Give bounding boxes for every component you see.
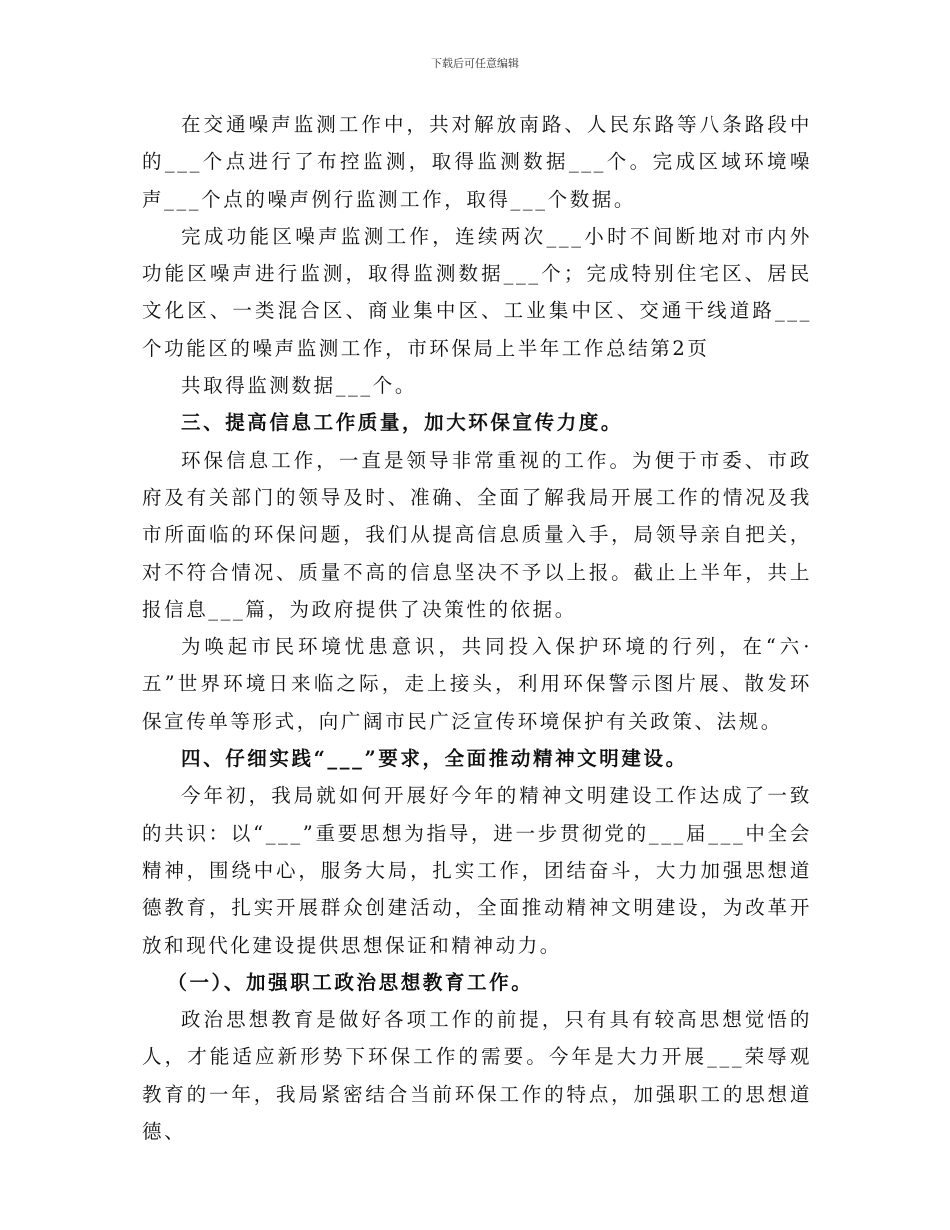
paragraph-civilization: 今年初，我局就如何开展好今年的精神文明建设工作达成了一致的共识：以“___”重要思想为指导，进一步贯彻党的___届___中全会精神，围绕中心，服务大局，扎实工作，团结奋斗，大力加强思想道德教育，扎实开展群众创建活动，全面推动精神文明建设，为改革开放和现代化建设提供思想保证和精神动力。 [142, 784, 812, 957]
paragraph-traffic-noise: 在交通噪声监测工作中，共对解放南路、人民东路等八条路段中的___个点进行了布控监测，取得监测数据___个。完成区域环境噪声___个点的噪声例行监测工作，取得___个数据。 [142, 113, 812, 211]
section-heading-3: 三、提高信息工作质量，加大环保宣传力度。 [181, 411, 624, 435]
document-body [142, 106, 812, 1150]
paragraph-monitoring-total: 共取得监测数据___个。 [181, 374, 417, 398]
paragraph-info-work: 环保信息工作，一直是领导非常重视的工作。为便于市委、市政府及有关部门的领导及时、准确、全面了解我局开展工作的情况及我市所面临的环保问题，我们从提高信息质量入手，局领导亲自把关，对不符合情况、质量不高的信息坚决不予以上报。截止上半年，共上报信息___篇，为政府提供了决策性的依据。 [142, 448, 812, 621]
paragraph-political-education: 政治思想教育是做好各项工作的前提，只有具有较高思想觉悟的人，才能适应新形势下环保工作的需要。今年是大力开展___荣辱观教育的一年，我局紧密结合当前环保工作的特点，加强职工的思想道德、 [142, 1008, 812, 1144]
section-heading-4: 四、仔细实践“___”要求，全面推动精神文明建设。 [181, 747, 688, 771]
paragraph-functional-zone-noise: 完成功能区噪声监测工作，连续两次___小时不间断地对市内外功能区噪声进行监测，取得监测数据___个；完成特别住宅区、居民文化区、一类混合区、商业集中区、工业集中区、交通干线道路___个功能区的噪声监测工作，市环保局上半年工作总结第2页 [142, 224, 812, 360]
page-header-note: 下载后可任意编辑 [431, 57, 519, 70]
paragraph-publicity: 为唤起市民环境忧患意识，共同投入保护环境的行列，在“六·五”世界环境日来临之际，走上接头，利用环保警示图片展、散发环保宣传单等形式，向广阔市民广泛宣传环境保护有关政策、法规。 [142, 635, 812, 733]
subsection-heading-1: （一）、加强职工政治思想教育工作。 [167, 970, 534, 994]
